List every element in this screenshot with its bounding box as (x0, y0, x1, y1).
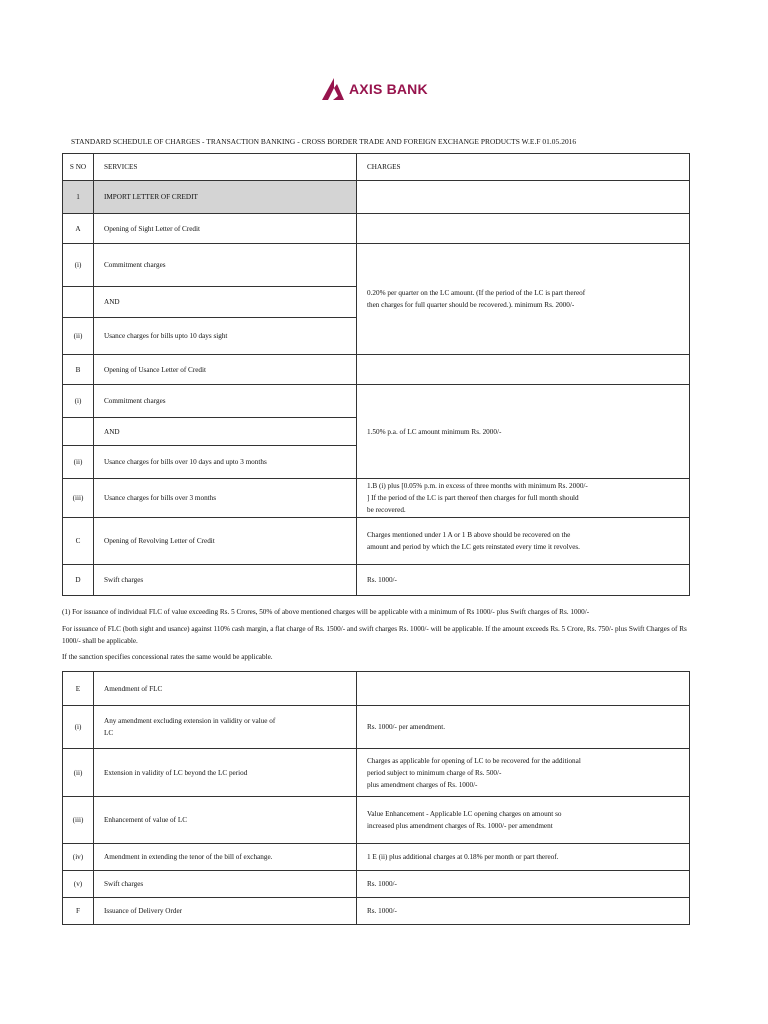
brand-name: AXIS BANK (349, 81, 428, 97)
table-row (63, 244, 690, 287)
service-line: LC (104, 729, 114, 737)
row-service: Amendment of FLC (94, 672, 357, 706)
import-lc-table (62, 153, 690, 596)
charge-line: ] If the period of the LC is part thereof then charges for full month should (367, 494, 579, 502)
table-row (63, 706, 690, 749)
note-1: (1) For issuance of individual FLC of value exceeding Rs. 5 Crores, 50% of above mentioned charges will be applicable with a minimum of Rs 1000/- plus Swift charges of Rs. 1000/- (62, 608, 590, 616)
row-sno (63, 418, 94, 446)
row-charge: Rs. 1000/- (357, 871, 690, 898)
row-sno: (v) (63, 871, 94, 898)
charge-line: Charges as applicable for opening of LC to be recovered for the additional (367, 756, 581, 765)
row-sno: A (63, 214, 94, 244)
header-sno: S NO (63, 154, 94, 181)
table-row (63, 565, 690, 596)
swift-charge: Rs. 1000/- (357, 565, 690, 596)
row-service: Enhancement of value of LC (94, 797, 357, 844)
row-sno: D (63, 565, 94, 596)
row-charge (357, 749, 690, 797)
document-title: STANDARD SCHEDULE OF CHARGES - TRANSACTION BANKING - CROSS BORDER TRADE AND FOREIGN EXCHANGE PRODUCTS W.E.F 01.05.2016 (71, 137, 577, 146)
row-charge (357, 181, 690, 214)
row-service: Swift charges (94, 565, 357, 596)
row-service: Usance charges for bills over 10 days and upto 3 months (94, 446, 357, 479)
table-row (63, 214, 690, 244)
row-charge: Rs. 1000/- (357, 898, 690, 925)
row-charge (357, 214, 690, 244)
note-3: If the sanction specifies concessional rates the same would be applicable. (62, 653, 273, 661)
row-sno: (ii) (63, 446, 94, 479)
row-service (94, 706, 357, 749)
row-sno (63, 287, 94, 318)
row-service: IMPORT LETTER OF CREDIT (94, 181, 357, 214)
charge-line: period subject to minimum charge of Rs. 500/- (367, 768, 502, 777)
usance-3m-charge (357, 479, 690, 518)
amendment-table (62, 671, 690, 925)
service-line: Any amendment excluding extension in validity or value of (104, 717, 276, 725)
row-service: Opening of Revolving Letter of Credit (94, 518, 357, 565)
charge-line: plus amendment charges of Rs. 1000/- (367, 780, 478, 789)
row-service: Extension in validity of LC beyond the LC period (94, 749, 357, 797)
row-charge (357, 355, 690, 385)
header-services: SERVICES (94, 154, 357, 181)
table-row (63, 871, 690, 898)
header-charges: CHARGES (357, 154, 690, 181)
usance-lc-charge: 1.50% p.a. of LC amount minimum Rs. 2000/- (357, 385, 690, 479)
note-2: For issuance of FLC (both sight and usance) against 110% cash margin, a flat charge of Rs. 1500/- and swift charges Rs. 1000/- will be applicable. If the amount exceeds Rs. 5 Crore, Rs. 750/- plus Swift Charges of Rs 1000/- shall be applicable. (62, 625, 687, 645)
table-header-row (63, 154, 690, 181)
row-sno: (i) (63, 706, 94, 749)
sight-lc-charge (357, 244, 690, 355)
row-sno: (i) (63, 385, 94, 418)
charge-line: 0.20% per quarter on the LC amount. (If the period of the LC is part thereof (367, 289, 586, 297)
charge-line: then charges for full quarter should be recovered.). minimum Rs. 2000/- (367, 301, 575, 309)
table-row (63, 518, 690, 565)
table-row (63, 355, 690, 385)
charge-line: 1.B (i) plus [0.05% p.m. in excess of three months with minimum Rs. 2000/- (367, 482, 588, 490)
row-sno: B (63, 355, 94, 385)
row-service: Opening of Sight Letter of Credit (94, 214, 357, 244)
brand-logo (322, 78, 428, 100)
row-sno: (ii) (63, 749, 94, 797)
row-service: Commitment charges (94, 385, 357, 418)
charge-line: Value Enhancement - Applicable LC opening charges on amount so (367, 810, 562, 818)
row-sno: (iv) (63, 844, 94, 871)
charge-line: Charges mentioned under 1 A or 1 B above should be recovered on the (367, 531, 571, 539)
row-service: Commitment charges (94, 244, 357, 287)
row-service: Usance charges for bills over 3 months (94, 479, 357, 518)
row-sno: (i) (63, 244, 94, 287)
table-row (63, 797, 690, 844)
table-row (63, 898, 690, 925)
charge-line: amount and period by which the LC gets reinstated every time it revolves. (367, 543, 580, 551)
row-service: Amendment in extending the tenor of the bill of exchange. (94, 844, 357, 871)
row-sno: (ii) (63, 318, 94, 355)
charge-line: be recovered. (367, 506, 406, 514)
axis-logo-icon (322, 78, 346, 100)
row-service: Swift charges (94, 871, 357, 898)
row-service: Usance charges for bills upto 10 days sight (94, 318, 357, 355)
row-charge (357, 672, 690, 706)
row-sno: (iii) (63, 479, 94, 518)
row-service: Issuance of Delivery Order (94, 898, 357, 925)
table-row (63, 479, 690, 518)
row-sno: E (63, 672, 94, 706)
row-sno: C (63, 518, 94, 565)
charge-line: increased plus amendment charges of Rs. 1000/- per amendment (367, 822, 553, 830)
revolving-lc-charge (357, 518, 690, 565)
table-row (63, 181, 690, 214)
table-row (63, 749, 690, 797)
row-sno: (iii) (63, 797, 94, 844)
table-row (63, 672, 690, 706)
row-charge: Rs. 1000/- per amendment. (357, 706, 690, 749)
table-row (63, 844, 690, 871)
row-service: AND (94, 287, 357, 318)
row-charge (357, 797, 690, 844)
row-sno: 1 (63, 181, 94, 214)
table-row (63, 385, 690, 418)
row-service: AND (94, 418, 357, 446)
row-charge: 1 E (ii) plus additional charges at 0.18% per month or part thereof. (357, 844, 690, 871)
row-service: Opening of Usance Letter of Credit (94, 355, 357, 385)
row-sno: F (63, 898, 94, 925)
